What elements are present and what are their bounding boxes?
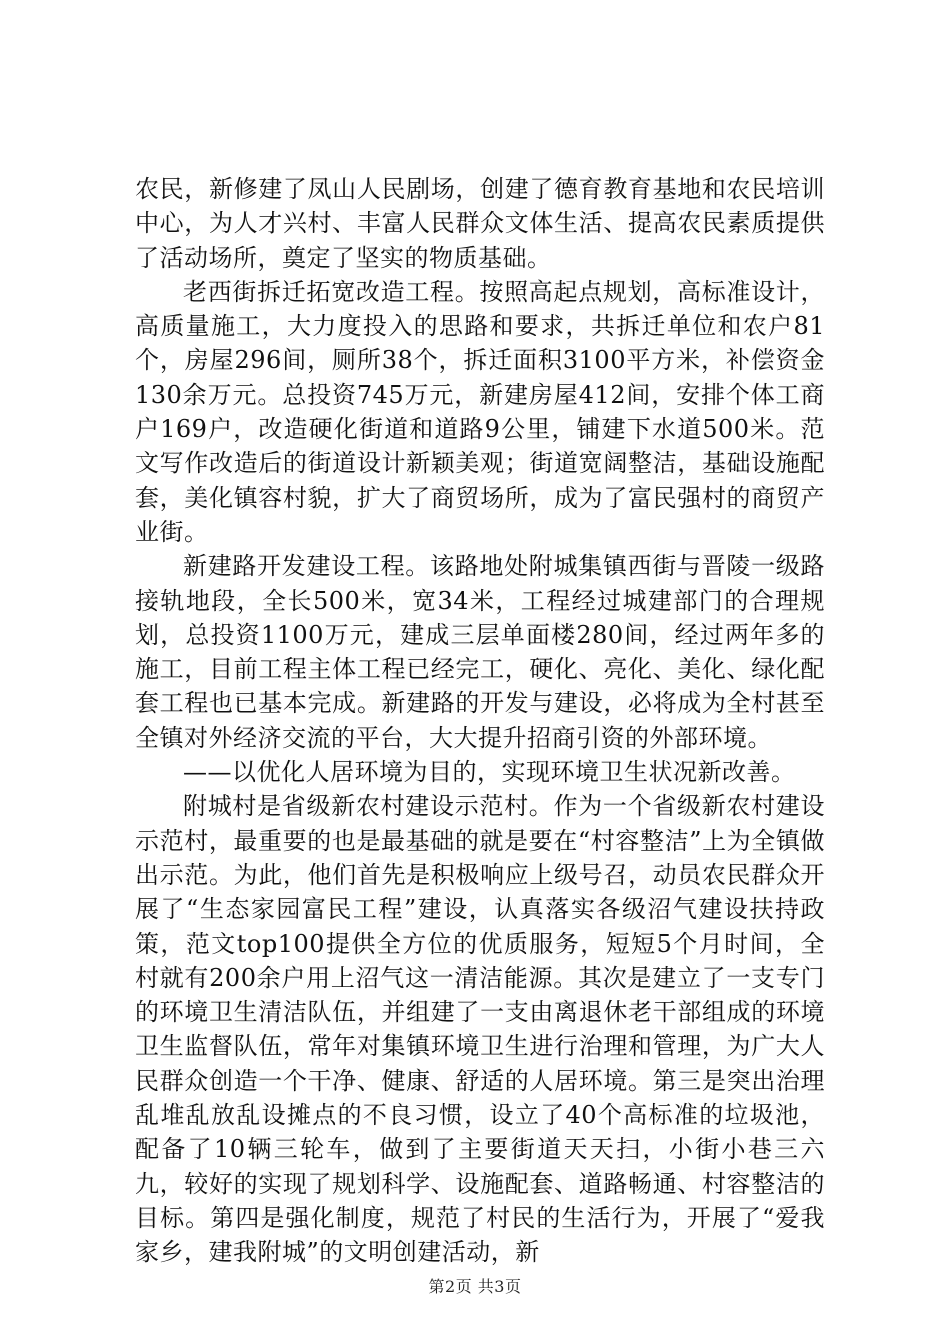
paragraph-fucheng-village: 附城村是省级新农村建设示范村。作为一个省级新农村建设示范村，最重要的也是最基础的就是要在“村容整洁”上为全镇做出示范。为此，他们首先是积极响应上级号召，动员农民群众开展了“生态家园富民工程”建设，认真落实各级沼气建设扶持政策，范文top100提供全方位的优质服务，短短5个月时间，全村就有200余户用上沼气这一清洁能源。其次是建立了一支专门的环境卫生清洁队伍，并组建了一支由离退休老干部组成的环境卫生监督队伍，常年对集镇环境卫生进行治理和管理，为广大人民群众创造一个干净、健康、舒适的人居环境。第三是突出治理乱堆乱放乱设摊点的不良习惯，设立了40个高标准的垃圾池，配备了10辆三轮车，做到了主要街道天天扫，小街小巷三六九，较好的实现了规划科学、设施配套、道路畅通、村容整洁的目标。第四是强化制度，规范了村民的生活行为，开展了“爱我家乡，建我附城”的文明创建活动，新	[135, 792, 825, 1267]
paragraph-old-west-street: 老西街拆迁拓宽改造工程。按照高起点规划，高标准设计，高质量施工，大力度投入的思路和要求，共拆迁单位和农户81个，房屋296间，厕所38个，拆迁面积3100平方米，补偿资金130余万元。总投资745万元，新建房屋412间，安排个体工商户169户，改造硬化街道和道路9公里，铺建下水道500米。范文写作改造后的街道设计新颖美观；街道宽阔整洁，基础设施配套，美化镇容村貌，扩大了商贸场所，成为了富民强村的商贸产业街。	[135, 277, 825, 546]
paragraph-new-road: 新建路开发建设工程。该路地处附城集镇西街与晋陵一级路接轨地段，全长500米，宽34米，工程经过城建部门的合理规划，总投资1100万元，建成三层单面楼280间，经过两年多的施工，目前工程主体工程已经完工，硬化、亮化、美化、绿化配套工程也已基本完成。新建路的开发与建设，必将成为全村甚至全镇对外经济交流的平台，大大提升招商引资的外部环境。	[135, 552, 825, 752]
page-number-footer: 第2页 共3页	[428, 1277, 522, 1296]
section-heading: ——以优化人居环境为目的，实现环境卫生状况新改善。	[183, 758, 796, 787]
paragraph-continued: 农民，新修建了凤山人民剧场，创建了德育教育基地和农民培训中心，为人才兴村、丰富人民群众文体生活、提高农民素质提供了活动场所，奠定了坚实的物质基础。	[135, 175, 825, 272]
document-body	[135, 172, 825, 1270]
